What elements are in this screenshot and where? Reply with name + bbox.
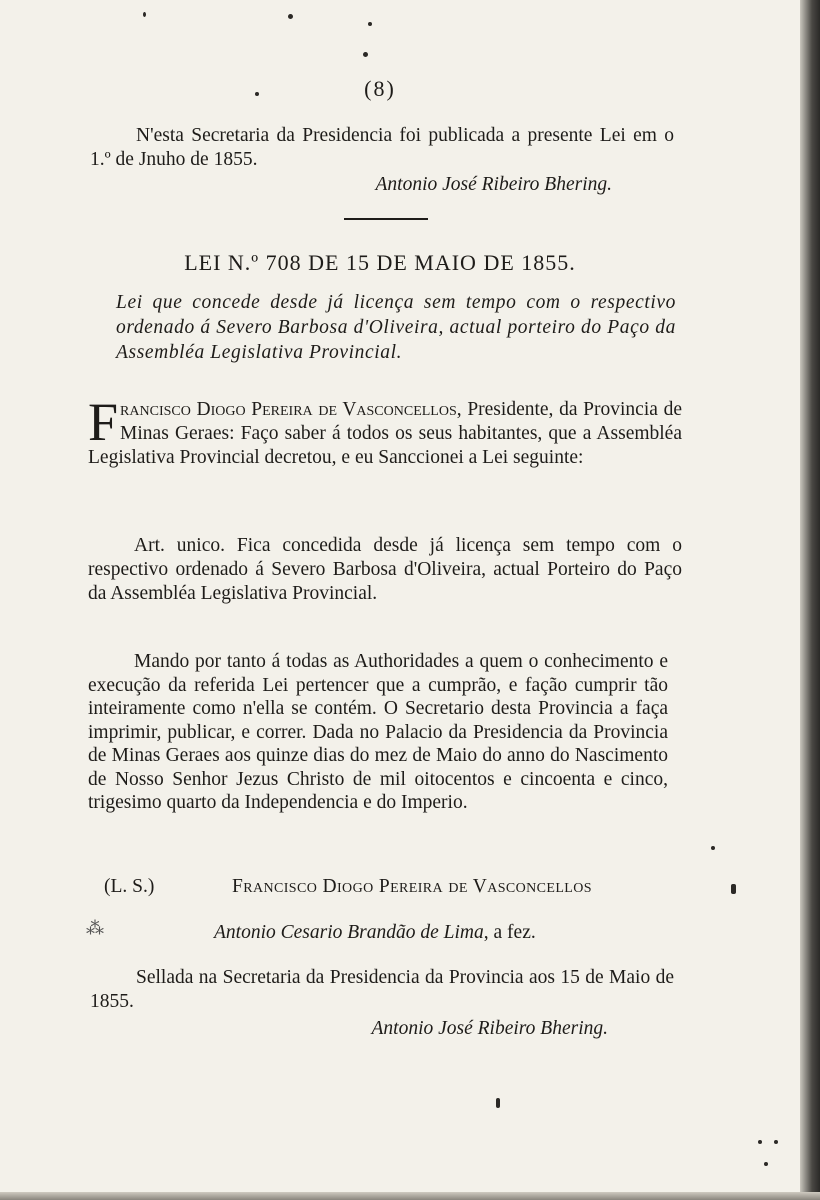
section-divider (344, 218, 428, 220)
law-summary-text: Lei que concede desde já licença sem tempo com o respectivo ordenado á Severo Barbosa d'Oliveira, actual porteiro do Paço da Assembléa Legislativa Provincial. (116, 292, 676, 363)
ink-speck (363, 52, 368, 57)
ink-speck (288, 14, 293, 19)
preamble-text (88, 392, 682, 470)
ink-speck (764, 1162, 768, 1166)
ink-speck (758, 1140, 762, 1144)
page-number: (8) (364, 76, 396, 101)
ink-speck (774, 1140, 778, 1144)
article (88, 534, 682, 606)
clerk-attribution (214, 922, 536, 944)
law-title: LEI N.º 708 DE 15 DE MAIO DE 1855. (184, 250, 576, 275)
publication-note (90, 124, 674, 196)
ink-speck (143, 12, 146, 17)
ink-speck (368, 22, 372, 26)
mandate-text: Mando por tanto á todas as Authoridades a quem o conhecimento e execução da referida Lei pertencer que a cumprão, e fação cumprir tão inteiramente como n'ella se contém. O Secretario desta Provincia a faça imprimir, publicar, e correr. Dada no Palacio da Presidencia da Provincia de Minas Geraes aos quinze dias do mez de Maio do anno do Nascimento de Nosso Senhor Jezus Christo de mil oitocentos e cincoenta e cinco, trigesimo quarto da Independencia e do Imperio. (88, 651, 668, 813)
sealed-signature: Antonio José Ribeiro Bhering. (371, 1018, 608, 1039)
ink-mark-icon: ⁂ (86, 918, 104, 938)
sealed-text: Sellada na Secretaria da Presidencia da Provincia aos 15 de Maio de 1855. (90, 967, 674, 1012)
ink-speck (711, 846, 715, 850)
clerk-name: Antonio Cesario Brandão de Lima (214, 922, 484, 943)
preamble (88, 392, 682, 470)
president-signature: Francisco Diogo Pereira de Vasconcellos (232, 876, 592, 897)
locus-sigilli: (L. S.) (104, 876, 155, 897)
publication-text: N'esta Secretaria da Presidencia foi publicada a presente Lei em o 1.º de Jnuho de 1855. (90, 125, 674, 170)
ink-speck (731, 884, 736, 894)
drop-cap: F (88, 392, 119, 452)
clerk-suffix: , a fez. (483, 922, 536, 943)
ink-speck (496, 1098, 500, 1108)
page-bottom-edge (0, 1192, 820, 1200)
sealed-note (90, 966, 674, 1040)
preamble-body: , Presidente, da Provincia de Minas Geraes: Faço saber á todos os seus habitantes, que a Assembléa Legislativa Provincial decretou, e eu Sanccionei a Lei seguinte: (88, 399, 682, 468)
page-edge-shadow (800, 0, 820, 1200)
publication-signature: Antonio José Ribeiro Bhering. (375, 174, 612, 195)
article-text: Art. unico. Fica concedida desde já licença sem tempo com o respectivo ordenado á Severo Barbosa d'Oliveira, actual Porteiro do Paço da Assembléa Legislativa Provincial. (88, 535, 682, 604)
president-name: rancisco Diogo Pereira de Vasconcellos (120, 399, 457, 420)
law-summary (116, 290, 676, 365)
mandate (88, 650, 668, 815)
